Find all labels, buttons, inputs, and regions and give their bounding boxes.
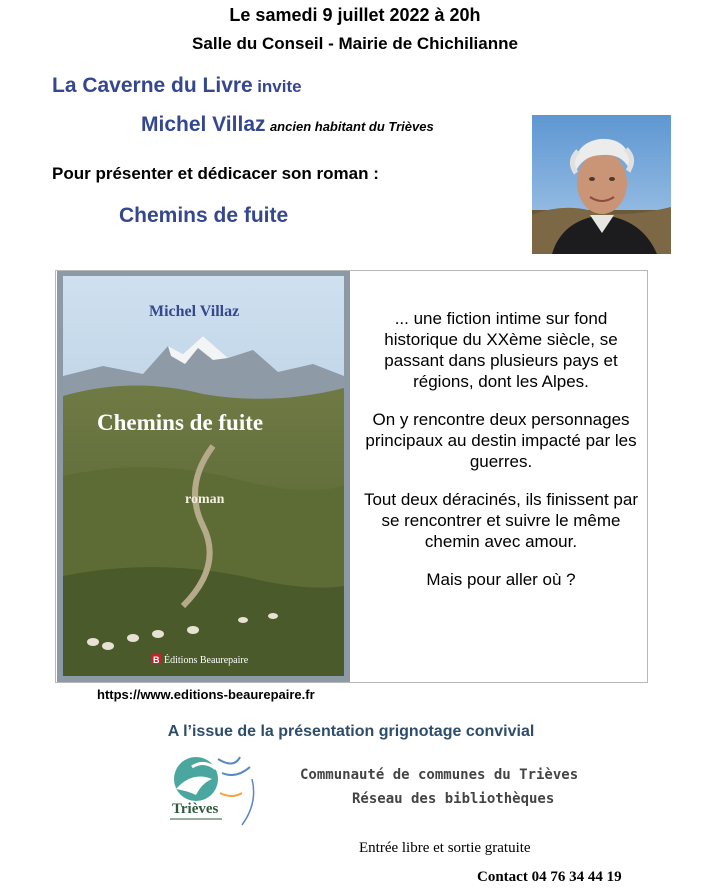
contact-phone: Contact 04 76 34 44 19 — [477, 869, 622, 885]
blurb-paragraph: ... une fiction intime sur fond historique du XXème siècle, se passant dans plusieurs pays et régions, dont les Alpes. — [384, 309, 618, 391]
host-verb: invite — [257, 77, 302, 96]
organizer-name: Communauté de communes du Trièves — [300, 767, 579, 783]
author-line — [141, 113, 434, 137]
author-name: Michel Villaz — [141, 113, 266, 136]
book-cover — [63, 276, 344, 676]
publisher-link[interactable]: https://www.editions-beaurepaire.fr — [97, 687, 315, 702]
cover-genre: roman — [185, 492, 225, 507]
cover-title: Chemins de fuite — [97, 410, 264, 435]
event-date: Le samedi 9 juillet 2022 à 20h — [229, 5, 481, 25]
host-line — [52, 74, 302, 98]
entry-note: Entrée libre et sortie gratuite — [359, 840, 531, 856]
blurb-paragraph: Tout deux déracinés, ils finissent par se rencontrer et suivre le même chemin avec amour. — [363, 490, 639, 551]
book-blurb — [362, 308, 640, 607]
author-description: ancien habitant du Trièves — [269, 119, 434, 134]
cover-publisher: Éditions Beaurepaire — [164, 655, 249, 666]
logo-text: Trièves — [172, 801, 219, 817]
organizer-network: Réseau des bibliothèques — [352, 791, 555, 807]
cover-author: Michel Villaz — [149, 303, 240, 320]
blurb-paragraph: Mais pour aller où ? — [426, 570, 576, 589]
trieves-logo — [162, 749, 260, 831]
blurb-paragraph: On y rencontre deux personnages principaux au destin impacté par les guerres. — [365, 410, 637, 471]
snack-note: A l’issue de la présentation grignotage convivial — [167, 723, 535, 740]
intro-text: Pour présenter et dédicacer son roman : — [52, 164, 379, 183]
host-name: La Caverne du Livre — [52, 74, 253, 97]
publisher-mark: B — [153, 655, 160, 665]
event-venue: Salle du Conseil - Mairie de Chichilianne — [192, 34, 518, 53]
author-portrait — [532, 115, 671, 254]
book-title: Chemins de fuite — [119, 204, 289, 227]
